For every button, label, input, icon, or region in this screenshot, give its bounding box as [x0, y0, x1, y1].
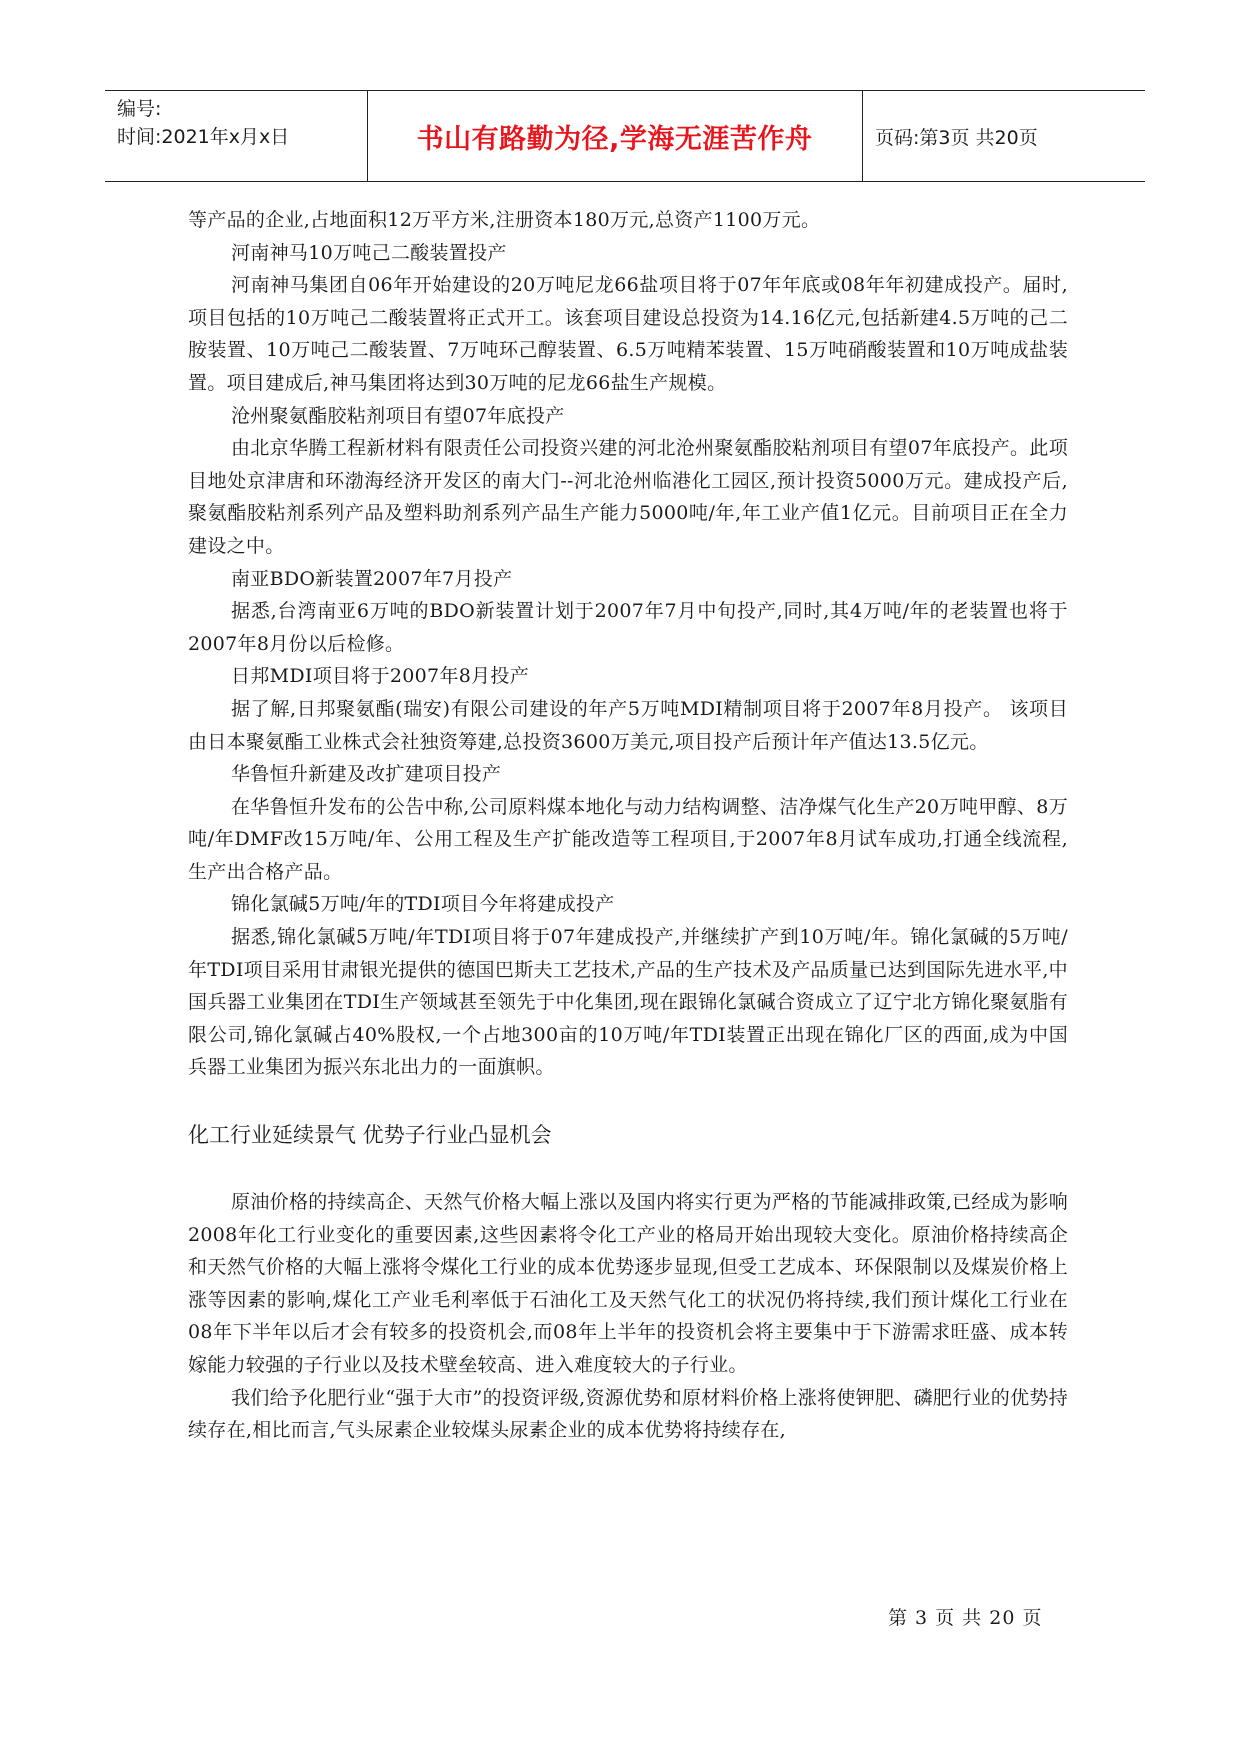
body-paragraph: 原油价格的持续高企、天然气价格大幅上涨以及国内将实行更为严格的节能减排政策,已经成为影响2008年化工行业变化的重要因素,这些因素将令化工产业的格局开始出现较大变化。原油价格持续高企和天然气价格的大幅上涨将令煤化工行业的成本优势逐步显现,但受工艺成本、环保限制以及煤炭价格上涨等因素的影响,煤化工产业毛利率低于石油化工及天然气化工的状况仍将持续,我们预计煤化工行业在08年下半年以后才会有较多的投资机会,而08年上半年的投资机会将主要集中于下游需求旺盛、成本转嫁能力较强的子行业以及技术壁垒较高、进入难度较大的子行业。: [188, 1191, 1068, 1376]
item-title: 河南神马10万吨己二酸装置投产: [231, 241, 507, 264]
body-paragraph: 我们给予化肥行业“强于大市”的投资评级,资源优势和原材料价格上涨将使钾肥、磷肥行业的优势持续存在,相比而言,气头尿素企业较煤头尿素企业的成本优势将持续存在,: [188, 1386, 1068, 1442]
header-meta: [117, 95, 289, 151]
body-paragraph: 等产品的企业,占地面积12万平方米,注册资本180万元,总资产1100万元。: [188, 209, 821, 231]
page-footer: 第 3 页 共 20 页: [888, 1607, 1043, 1629]
item-title: 华鲁恒升新建及改扩建项目投产: [231, 763, 502, 786]
document-body: [188, 204, 1068, 1447]
body-paragraph: 由北京华腾工程新材料有限责任公司投资兴建的河北沧州聚氨酯胶粘剂项目有望07年底投产。此项目地处京津唐和环渤海经济开发区的南大门--河北沧州临港化工园区,预计投资5000万元。建成投产后,聚氨酯胶粘剂系列产品及塑料助剂系列产品生产能力5000吨/年,年工业产值1亿元。目前项目正在全力建设之中。: [188, 437, 1068, 557]
header-motto: 书山有路勤为径,学海无涯苦作舟: [416, 124, 813, 155]
header-table: [105, 90, 1145, 182]
document-number-label: 编号:: [117, 98, 162, 120]
header-divider: [862, 91, 863, 181]
item-title: 日邦MDI项目将于2007年8月投产: [231, 665, 530, 688]
section-heading: 化工行业延续景气 优势子行业凸显机会: [188, 1123, 552, 1148]
body-paragraph: 据悉,台湾南亚6万吨的BDO新装置计划于2007年7月中旬投产,同时,其4万吨/年的老装置也将于2007年8月份以后检修。: [188, 600, 1068, 655]
body-paragraph: 河南神马集团自06年开始建设的20万吨尼龙66盐项目将于07年年底或08年年初建成投产。届时,项目包括的10万吨己二酸装置将正式开工。该套项目建设总投资为14.16亿元,包括新建4.5万吨的己二胺装置、10万吨己二酸装置、7万吨环己醇装置、6.5万吨精苯装置、15万吨硝酸装置和10万吨成盐装置。项目建成后,神马集团将达到30万吨的尼龙66盐生产规模。: [188, 274, 1068, 394]
header-page-info: 页码:第3页 共20页: [875, 127, 1038, 149]
item-title: 锦化氯碱5万吨/年的TDI项目今年将建成投产: [231, 893, 615, 916]
item-title: 南亚BDO新装置2007年7月投产: [231, 567, 513, 590]
document-time-label: 时间:2021年x月x日: [117, 126, 290, 148]
body-paragraph: 在华鲁恒升发布的公告中称,公司原料煤本地化与动力结构调整、洁净煤气化生产20万吨甲醇、8万吨/年DMF改15万吨/年、公用工程及生产扩能改造等工程项目,于2007年8月试车成功,打通全线流程,生产出合格产品。: [188, 795, 1068, 883]
item-title: 沧州聚氨酯胶粘剂项目有望07年底投产: [231, 404, 565, 427]
body-paragraph: 据了解,日邦聚氨酯(瑞安)有限公司建设的年产5万吨MDI精制项目将于2007年8月投产。 该项目由日本聚氨酯工业株式会社独资筹建,总投资3600万美元,项目投产后预计年产值达13.5亿元。: [188, 697, 1068, 753]
body-paragraph: 据悉,锦化氯碱5万吨/年TDI项目将于07年建成投产,并继续扩产到10万吨/年。锦化氯碱的5万吨/年TDI项目采用甘肃银光提供的德国巴斯夫工艺技术,产品的生产技术及产品质量已达到国际先进水平,中国兵器工业集团在TDI生产领域甚至领先于中化集团,现在跟锦化氯碱合资成立了辽宁北方锦化聚氨脂有限公司,锦化氯碱占40%股权,一个占地300亩的10万吨/年TDI装置正出现在锦化厂区的西面,成为中国兵器工业集团为振兴东北出力的一面旗帜。: [188, 926, 1068, 1079]
